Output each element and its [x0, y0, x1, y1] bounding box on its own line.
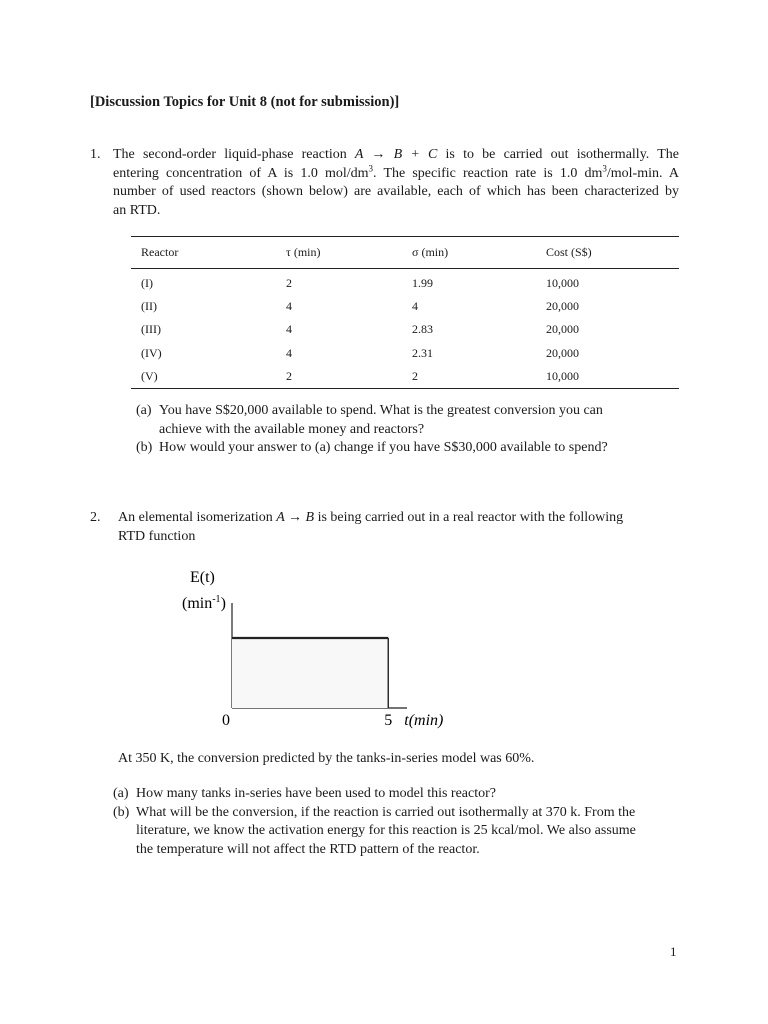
question-2-line-2: RTD function [118, 528, 196, 544]
reaction-equation: A → B + C [354, 147, 438, 162]
cell-tau: 4 [286, 322, 292, 337]
cell-cost: 20,000 [546, 299, 579, 314]
question-1-line-1-start: The second-order liquid-phase reaction [113, 147, 355, 162]
question-1-line-4: an RTD. [113, 202, 161, 218]
cell-tau: 4 [286, 299, 292, 314]
subpart-a-line-1: You have S$20,000 available to spend. What is the greatest conversion you can [159, 403, 603, 418]
rtd-chart [170, 560, 450, 735]
subpart-a-label: (a) [113, 786, 129, 801]
table-row [131, 318, 679, 341]
question-1-number: 1. [90, 147, 101, 162]
table-row [131, 269, 679, 296]
x-tick-label-0: 0 [222, 712, 230, 729]
table-row [131, 342, 679, 365]
question-1-line-2-a: entering concentration of A is 1.0 mol/dm [113, 165, 369, 181]
cell-tau: 4 [286, 345, 292, 360]
cell-reactor: (III) [141, 322, 161, 337]
subpart-b-line-2: literature, we know the activation energy for this reaction is 25 kcal/mol. We also assume [136, 823, 636, 838]
x-tick-label-5: 5 [384, 712, 393, 729]
cell-reactor: (II) [141, 299, 157, 314]
header-reactor: Reactor [141, 245, 179, 259]
isomerization-equation: A → B [276, 510, 315, 525]
cell-sigma: 4 [412, 299, 418, 314]
header-cost: Cost (S$) [546, 245, 592, 259]
cell-cost: 20,000 [546, 322, 579, 337]
question-2-subparts [113, 785, 683, 860]
question-1-line-3: number of used reactors (shown below) are available, each of which has been characterized by [113, 184, 679, 199]
question-1-text [113, 146, 679, 220]
subpart-b-label: (b) [113, 804, 130, 820]
question-1-line-1 [113, 146, 679, 165]
cell-tau: 2 [286, 276, 292, 291]
cell-sigma: 1.99 [412, 276, 433, 291]
subpart-b-line-1: How would your answer to (a) change if you have S$30,000 available to spend? [159, 440, 608, 455]
table-row [131, 365, 679, 389]
question-2-text [118, 509, 666, 546]
question-2-line-1-end: is being carried out in a real reactor with the following [314, 510, 624, 525]
subpart-b-label: (b) [136, 440, 153, 455]
subpart-b-line-1: What will be the conversion, if the reaction is carried out isothermally at 370 k. From the [136, 804, 636, 820]
page-heading: [Discussion Topics for Unit 8 (not for submission)] [90, 94, 400, 110]
question-1-line-1-end: is to be carried out isothermally. The [437, 147, 679, 162]
question-1-line-2-b: . The specific reaction rate is 1.0 dm [373, 165, 603, 181]
subpart-a-label: (a) [136, 403, 152, 418]
subpart-b-line-3: the temperature will not affect the RTD pattern of the reactor. [136, 841, 480, 857]
chart-xlabel: t(min) [404, 712, 444, 729]
question-2-line-1 [118, 509, 666, 528]
question-2-line-1-start: An elemental isomerization [118, 510, 277, 525]
page-number: 1 [670, 944, 677, 959]
question-1-line-2 [113, 162, 679, 184]
cell-cost: 10,000 [546, 368, 579, 383]
cell-sigma: 2.31 [412, 345, 433, 360]
unit-superscript: 3 [368, 162, 374, 173]
cell-reactor: (V) [141, 368, 158, 383]
question-2-statement: At 350 K, the conversion predicted by the tanks-in-series model was 60%. [118, 751, 535, 766]
cell-cost: 10,000 [546, 276, 579, 291]
table-row [131, 295, 679, 318]
header-sigma: σ (min) [412, 245, 449, 259]
subpart-a-line-2: achieve with the available money and reactors? [159, 421, 425, 437]
chart-ylabel-unit: $(\min^{-1})$ [182, 594, 226, 612]
question-2-number: 2. [90, 510, 101, 525]
cell-sigma: 2.83 [412, 322, 433, 337]
rtd-area [232, 638, 388, 708]
cell-sigma: 2 [412, 368, 418, 383]
reactor-table [131, 236, 679, 389]
table-header-row [131, 237, 679, 269]
chart-ylabel: E(t) [190, 569, 215, 586]
header-tau: τ (min) [286, 245, 321, 259]
subpart-a-line-1: How many tanks in-series have been used to model this reactor? [136, 786, 497, 801]
cell-cost: 20,000 [546, 345, 579, 360]
cell-tau: 2 [286, 368, 292, 383]
unit-superscript-2: 3 [602, 162, 607, 173]
cell-reactor: (I) [141, 276, 153, 291]
question-1-line-2-c: /mol-min. A [606, 165, 679, 181]
question-1-subparts [136, 402, 681, 458]
cell-reactor: (IV) [141, 345, 162, 360]
